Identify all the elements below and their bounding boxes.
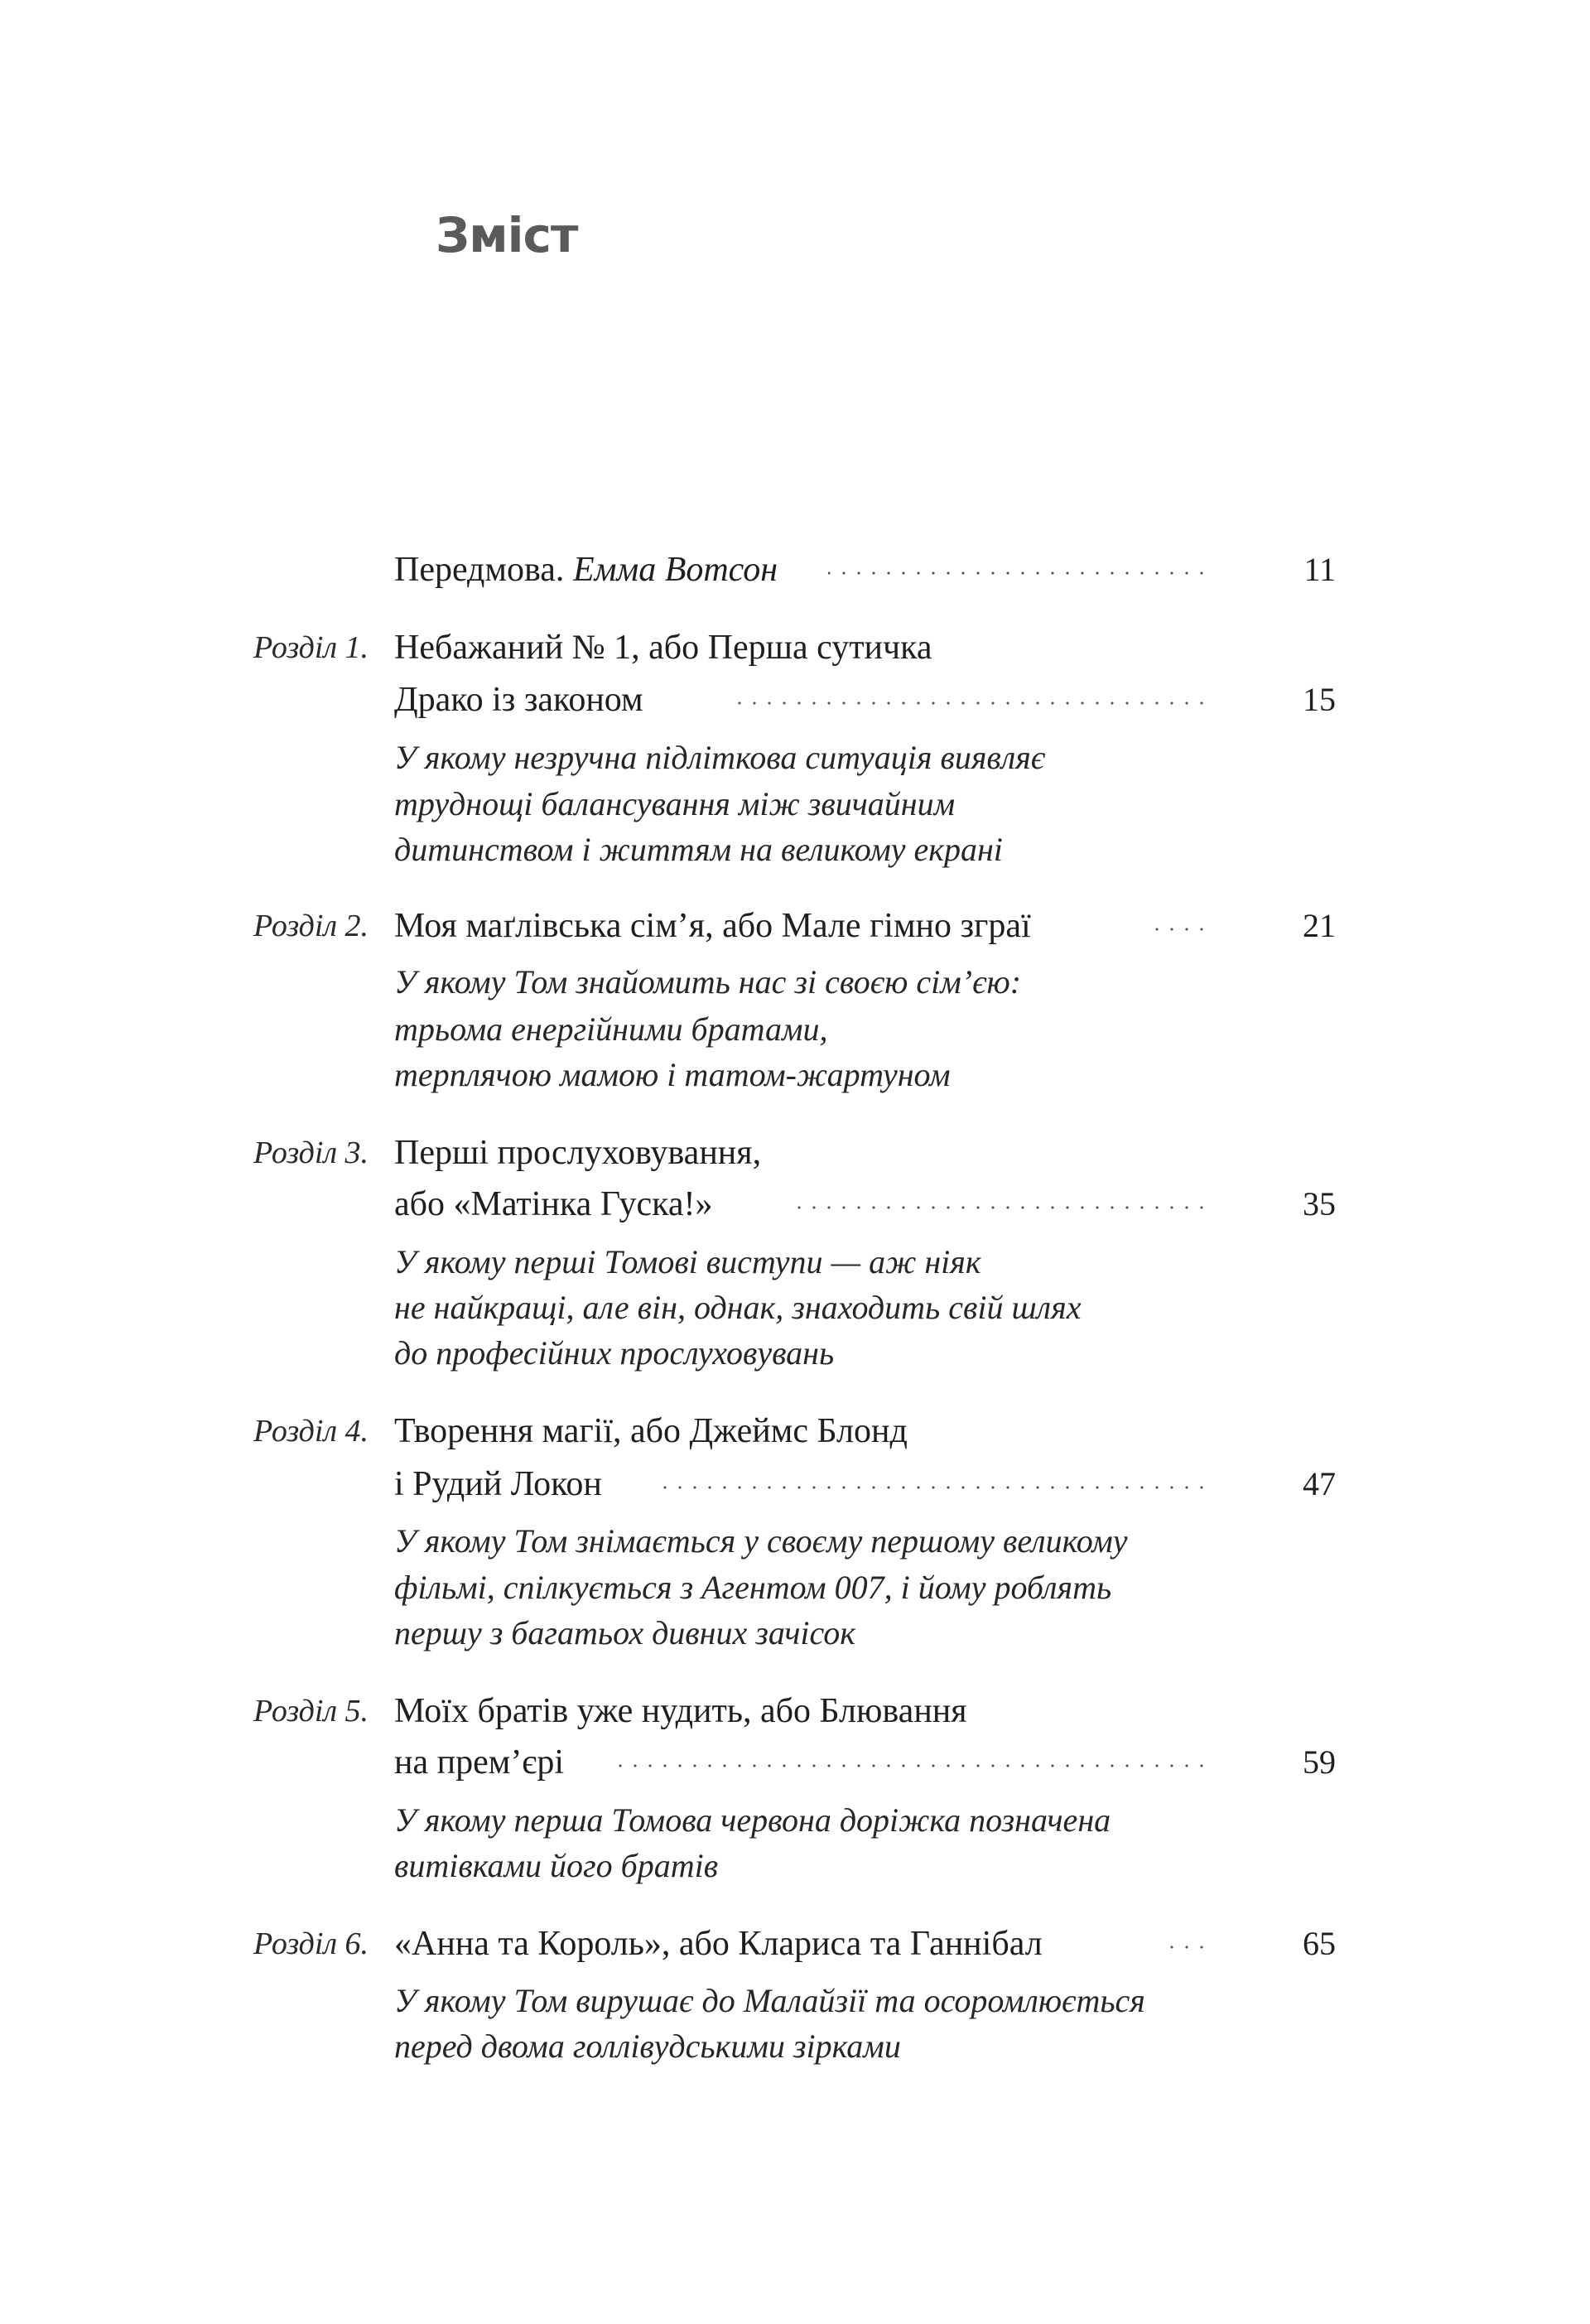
toc-entry-title: Передмова. Емма Вотсон [394,551,778,589]
chapter-label: Розділ 6. [253,1926,369,1961]
chapter-label: Розділ 3. [253,1135,369,1170]
toc-entry-title: на прем’єрі [394,1743,564,1782]
toc-title-row [0,1408,1590,1454]
toc-title-row [0,903,1590,949]
toc-title-row [0,1181,1590,1227]
toc-title-row [0,677,1590,723]
chapter-description: витівками його братів [394,1847,719,1884]
dot-leader [787,1206,1209,1209]
toc-title-row [0,624,1590,671]
chapter-description: У якому перша Томова червона доріжка позначена [394,1801,1111,1839]
toc-page-number: 21 [1303,907,1336,944]
toc-entry-title: Моя маґлівська сім’я, або Мале гімно зграї [394,907,1031,945]
chapter-description: У якому незручна підліткова ситуація виявляє [394,739,1046,776]
chapter-description: У якому Том вирушає до Малайзії та осоромлюється [394,1982,1145,2019]
toc-entry-author: Емма Вотсон [572,551,778,589]
dot-leader [654,1486,1209,1489]
chapter-description: перед двома голлівудськими зірками [394,2027,901,2065]
chapter-description: до професійних прослуховувань [394,1334,835,1372]
chapter-description: У якому Том знайомить нас зі своєю сім’єю: [394,963,1022,1000]
toc-page-number: 35 [1303,1185,1336,1222]
chapter-description: не найкращі, але він, однак, знаходить свій шлях [394,1289,1082,1326]
dot-leader [1168,1946,1209,1949]
toc-page-number: 15 [1303,681,1336,718]
toc-page-number: 65 [1303,1925,1336,1962]
toc-title-row [0,1688,1590,1734]
toc-entry-title: Небажаний № 1, або Перша сутичка [394,629,932,667]
chapter-description: У якому Том знімається у своєму першому великому [394,1522,1128,1560]
chapter-label: Розділ 1. [253,630,369,665]
toc-title-row [0,1921,1590,1967]
chapter-description: У якому перші Томові виступи — аж ніяк [394,1243,981,1280]
toc-title-row [0,1130,1590,1176]
toc-entry-title: Драко із законом [394,681,643,719]
toc-title-row [0,547,1590,593]
toc-entry-title: «Анна та Король», або Клариса та Ганнібал [394,1925,1043,1963]
toc-entry-title: Перші прослуховування, [394,1134,762,1172]
dot-leader [1151,928,1209,931]
toc-entry-title: Творення магії, або Джеймс Блонд [394,1412,908,1450]
dot-leader [828,571,1209,575]
chapter-description: першу з багатьох дивних зачісок [394,1614,856,1651]
chapter-label: Розділ 5. [253,1694,369,1729]
toc-entry-title: і Рудий Локон [394,1465,602,1503]
chapter-label: Розділ 2. [253,909,369,943]
toc-page-number: 47 [1303,1465,1336,1502]
dot-leader [737,702,1209,705]
toc-title-row [0,1739,1590,1786]
chapter-description: труднощі балансування між звичайним [394,785,956,822]
toc-page-number: 11 [1303,551,1336,588]
chapter-label: Розділ 4. [253,1414,369,1449]
dot-leader [613,1764,1209,1767]
chapter-description: фільмі, спілкується з Агентом 007, і йому роблять [394,1569,1112,1606]
chapter-description: трьома енергійними братами, [394,1010,828,1048]
toc-entry-title: або «Матінка Гуска!» [394,1185,713,1223]
chapter-description: терплячою мамою і татом-жартуном [394,1056,951,1093]
toc-page-number: 59 [1303,1743,1336,1781]
page-title: Зміст [436,207,578,263]
toc-title-row [0,1461,1590,1507]
chapter-description: дитинством і життям на великому екрані [394,831,1003,868]
toc-entry-title: Моїх братів уже нудить, або Блювання [394,1692,967,1730]
